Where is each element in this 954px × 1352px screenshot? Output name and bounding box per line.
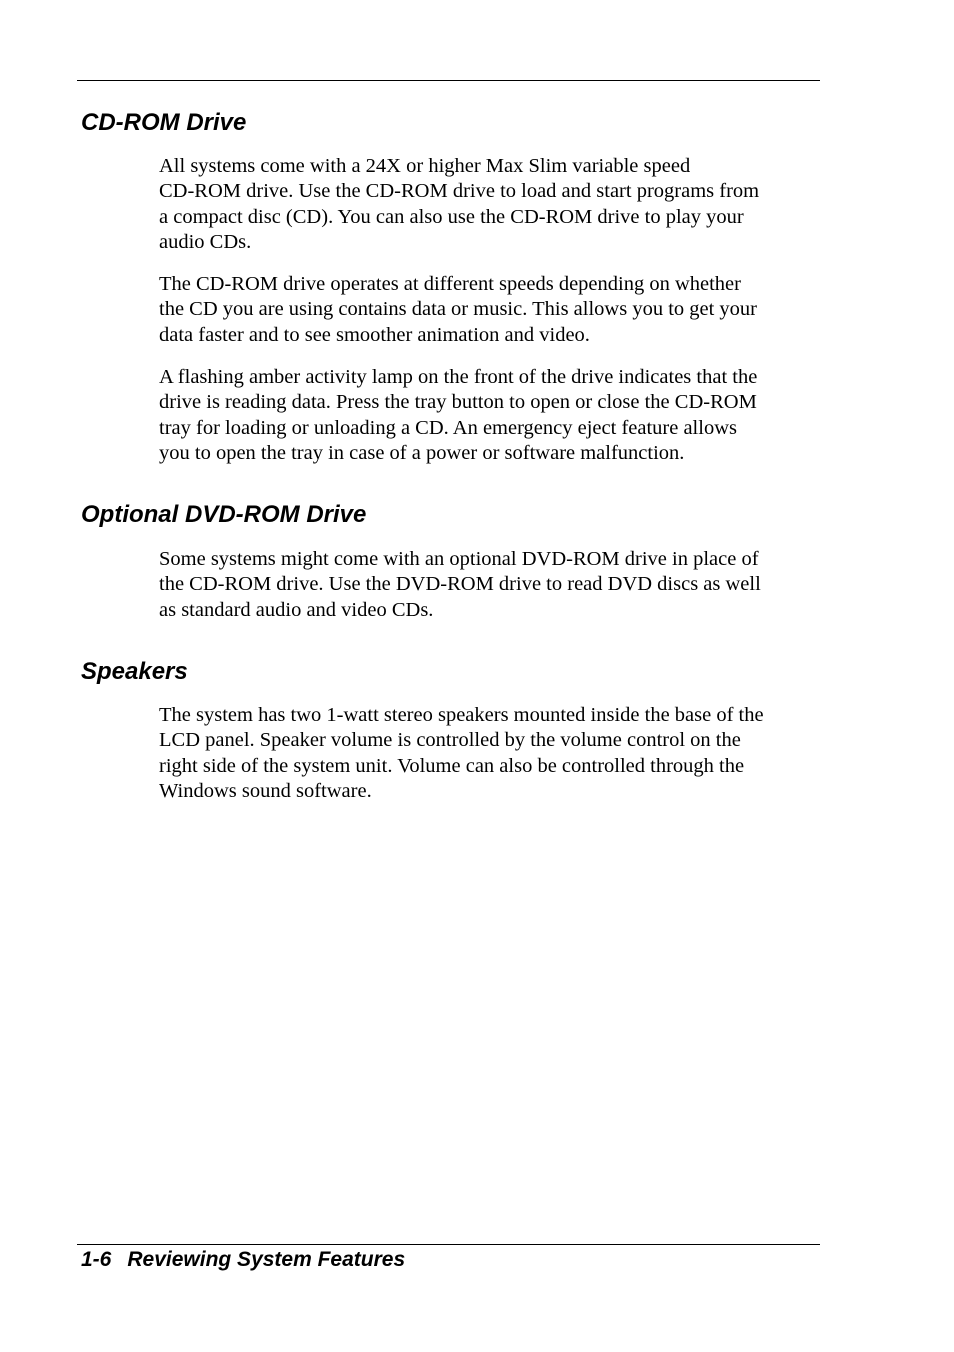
text-line: you to open the tray in case of a power or software malfunction. <box>159 441 685 464</box>
text-line: tray for loading or unloading a CD. An emergency eject feature allows <box>159 416 737 439</box>
paragraph-dvd-rom <box>159 547 819 623</box>
paragraph-cd-rom-intro <box>159 154 819 255</box>
text-line: Windows sound software. <box>159 779 372 802</box>
text-line: a compact disc (CD). You can also use the CD-ROM drive to play your <box>159 205 744 228</box>
paragraph-speakers <box>159 703 819 804</box>
section-heading-speakers: Speakers <box>81 658 188 685</box>
text-line: the CD-ROM drive. Use the DVD-ROM drive to read DVD discs as well <box>159 573 761 596</box>
text-line: Some systems might come with an optional DVD-ROM drive in place of <box>159 548 759 570</box>
text-line: All systems come with a 24X or higher Max Slim variable speed <box>159 155 691 177</box>
text-line: A flashing amber activity lamp on the front of the drive indicates that the <box>159 366 758 388</box>
paragraph-cd-rom-speeds <box>159 272 819 348</box>
section-heading-dvd-rom-drive: Optional DVD-ROM Drive <box>81 501 367 528</box>
page-footer <box>81 1246 405 1274</box>
page-number: 1-6 <box>81 1248 112 1271</box>
text-line: as standard audio and video CDs. <box>159 598 434 621</box>
header-rule <box>77 80 820 81</box>
text-line: right side of the system unit. Volume can also be controlled through the <box>159 754 745 777</box>
text-line: the CD you are using contains data or music. This allows you to get your <box>159 298 758 321</box>
footer-rule <box>77 1244 820 1245</box>
text-line: LCD panel. Speaker volume is controlled by the volume control on the <box>159 729 741 752</box>
text-line: The CD-ROM drive operates at different speeds depending on whether <box>159 273 741 295</box>
paragraph-cd-rom-lamp <box>159 365 819 466</box>
text-line: CD-ROM drive. Use the CD-ROM drive to load and start programs from <box>159 180 760 203</box>
text-line: drive is reading data. Press the tray button to open or close the CD-ROM <box>159 391 757 414</box>
text-line: data faster and to see smoother animation and video. <box>159 323 590 346</box>
chapter-title: Reviewing System Features <box>127 1248 406 1271</box>
section-heading-cd-rom-drive: CD-ROM Drive <box>81 109 247 136</box>
text-line: audio CDs. <box>159 230 252 253</box>
text-line: The system has two 1-watt stereo speakers mounted inside the base of the <box>159 704 764 726</box>
